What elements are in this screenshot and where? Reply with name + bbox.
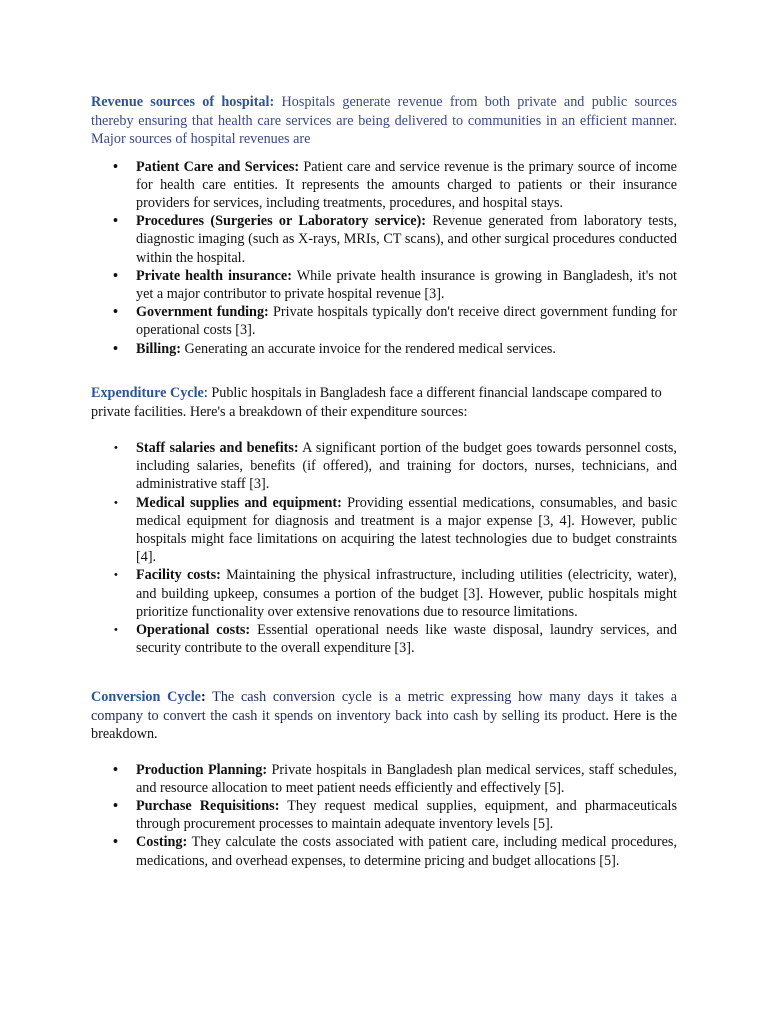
bullet-icon: • xyxy=(113,213,118,230)
expenditure-list xyxy=(91,439,677,657)
bullet-icon: • xyxy=(114,496,118,509)
conversion-intro-paragraph xyxy=(91,688,677,744)
item-term: Purchase Requisitions: xyxy=(136,797,280,814)
item-text: They request medical supplies, equipment, and pharmaceuticals through procurement processes to maintain adequate inventory levels [5]. xyxy=(136,797,677,833)
revenue-section xyxy=(91,93,677,358)
bullet-icon: • xyxy=(114,624,118,637)
item-term: Costing: xyxy=(136,834,188,851)
list-item xyxy=(91,621,677,657)
revenue-intro-paragraph xyxy=(91,93,677,149)
item-term: Procedures (Surgeries or Laboratory service): xyxy=(136,213,427,230)
item-term: Staff salaries and benefits: xyxy=(136,440,299,456)
bullet-icon: • xyxy=(113,340,118,357)
expenditure-colon: : xyxy=(203,385,208,401)
expenditure-intro-paragraph xyxy=(91,384,677,421)
bullet-icon: • xyxy=(114,442,118,454)
item-text: Patient care and service revenue is the primary source of income for health care entities. It represents the amounts charged to patients or their insurance providers for services, including treatments, procedures, and hospital stays. xyxy=(136,158,677,211)
expenditure-section xyxy=(91,384,677,657)
list-item xyxy=(91,267,677,303)
item-text: Providing essential medications, consumables, and basic medical equipment for diagnosis and treatment is a major expense [3, 4]. However, public hospitals might face limitations on acquiring the latest technologies due to budget constraints [4]. xyxy=(136,494,677,566)
item-text: A significant portion of the budget goes towards personnel costs, including salaries, benefits (if offered), and training for doctors, nurses, technicians, and administrative staff [3]. xyxy=(136,440,677,493)
item-term: Patient Care and Services: xyxy=(136,158,300,175)
item-term: Medical supplies and equipment: xyxy=(136,494,342,511)
revenue-list xyxy=(91,158,677,358)
bullet-icon: • xyxy=(113,267,118,284)
list-item xyxy=(91,439,677,494)
item-term: Government funding: xyxy=(136,304,269,321)
bullet-icon: • xyxy=(113,304,118,321)
item-text: Private hospitals typically don't receive direct government funding for operational costs [3]. xyxy=(136,304,677,339)
list-item xyxy=(91,566,677,621)
list-item xyxy=(91,212,677,267)
bullet-icon: • xyxy=(113,761,118,778)
expenditure-heading: Expenditure Cycle xyxy=(91,385,204,401)
item-text: While private health insurance is growing in Bangladesh, it's not yet a major contributor to private hospital revenue [3]. xyxy=(136,267,677,302)
bullet-icon: • xyxy=(113,834,118,851)
item-text: Maintaining the physical infrastructure, including utilities (electricity, water), and building upkeep, consumes a portion of the budget [3]. However, public hospitals might prioritize functionality over extensive renovations due to resource limitations. xyxy=(136,567,677,620)
item-term: Production Planning: xyxy=(136,761,268,778)
list-item xyxy=(91,761,677,797)
conversion-colon: : xyxy=(200,689,206,705)
list-item xyxy=(91,340,677,358)
item-text: They calculate the costs associated with patient care, including medical procedures, medications, and overhead expenses, to determine pricing and budget allocations [5]. xyxy=(136,834,677,869)
list-item xyxy=(91,158,677,213)
revenue-intro-text: Hospitals generate revenue from both private and public sources thereby ensuring that health care services are being delivered to communities in an efficient manner. Major sources of hospital revenues are xyxy=(91,94,677,147)
list-item xyxy=(91,303,677,339)
item-text: Generating an accurate invoice for the rendered medical services. xyxy=(180,340,556,357)
conversion-section xyxy=(91,688,677,870)
item-term: Facility costs: xyxy=(136,567,221,584)
item-term: Operational costs: xyxy=(136,622,251,639)
item-term: Billing: xyxy=(136,340,181,357)
bullet-icon: • xyxy=(113,797,118,814)
bullet-icon: • xyxy=(113,158,118,175)
list-item xyxy=(91,494,677,567)
conversion-heading: Conversion Cycle xyxy=(91,689,201,705)
item-text: Revenue generated from laboratory tests, diagnostic imaging (such as X-rays, MRIs, CT scans), and other surgical procedures conducted within the hospital. xyxy=(136,213,677,266)
list-item xyxy=(91,833,677,869)
expenditure-intro-text: Public hospitals in Bangladesh face a different financial landscape compared to private facilities. Here's a breakdown of their expenditure sources: xyxy=(91,385,662,420)
revenue-heading: Revenue sources of hospital: xyxy=(91,94,275,110)
item-text: Essential operational needs like waste disposal, laundry services, and security contribute to the overall expenditure [3]. xyxy=(136,622,677,657)
list-item xyxy=(91,797,677,833)
conversion-list xyxy=(91,761,677,870)
conversion-outro-text: . Here is the breakdown. xyxy=(91,707,677,742)
item-term: Private health insurance: xyxy=(136,267,292,284)
item-text: Private hospitals in Bangladesh plan medical services, staff schedules, and resource allocation to meet patient needs efficiently and effectively [5]. xyxy=(136,761,677,796)
bullet-icon: • xyxy=(114,569,118,582)
conversion-intro-text: The cash conversion cycle is a metric expressing how many days it takes a company to convert the cash it spends on inventory back into cash by selling its product xyxy=(91,689,677,724)
